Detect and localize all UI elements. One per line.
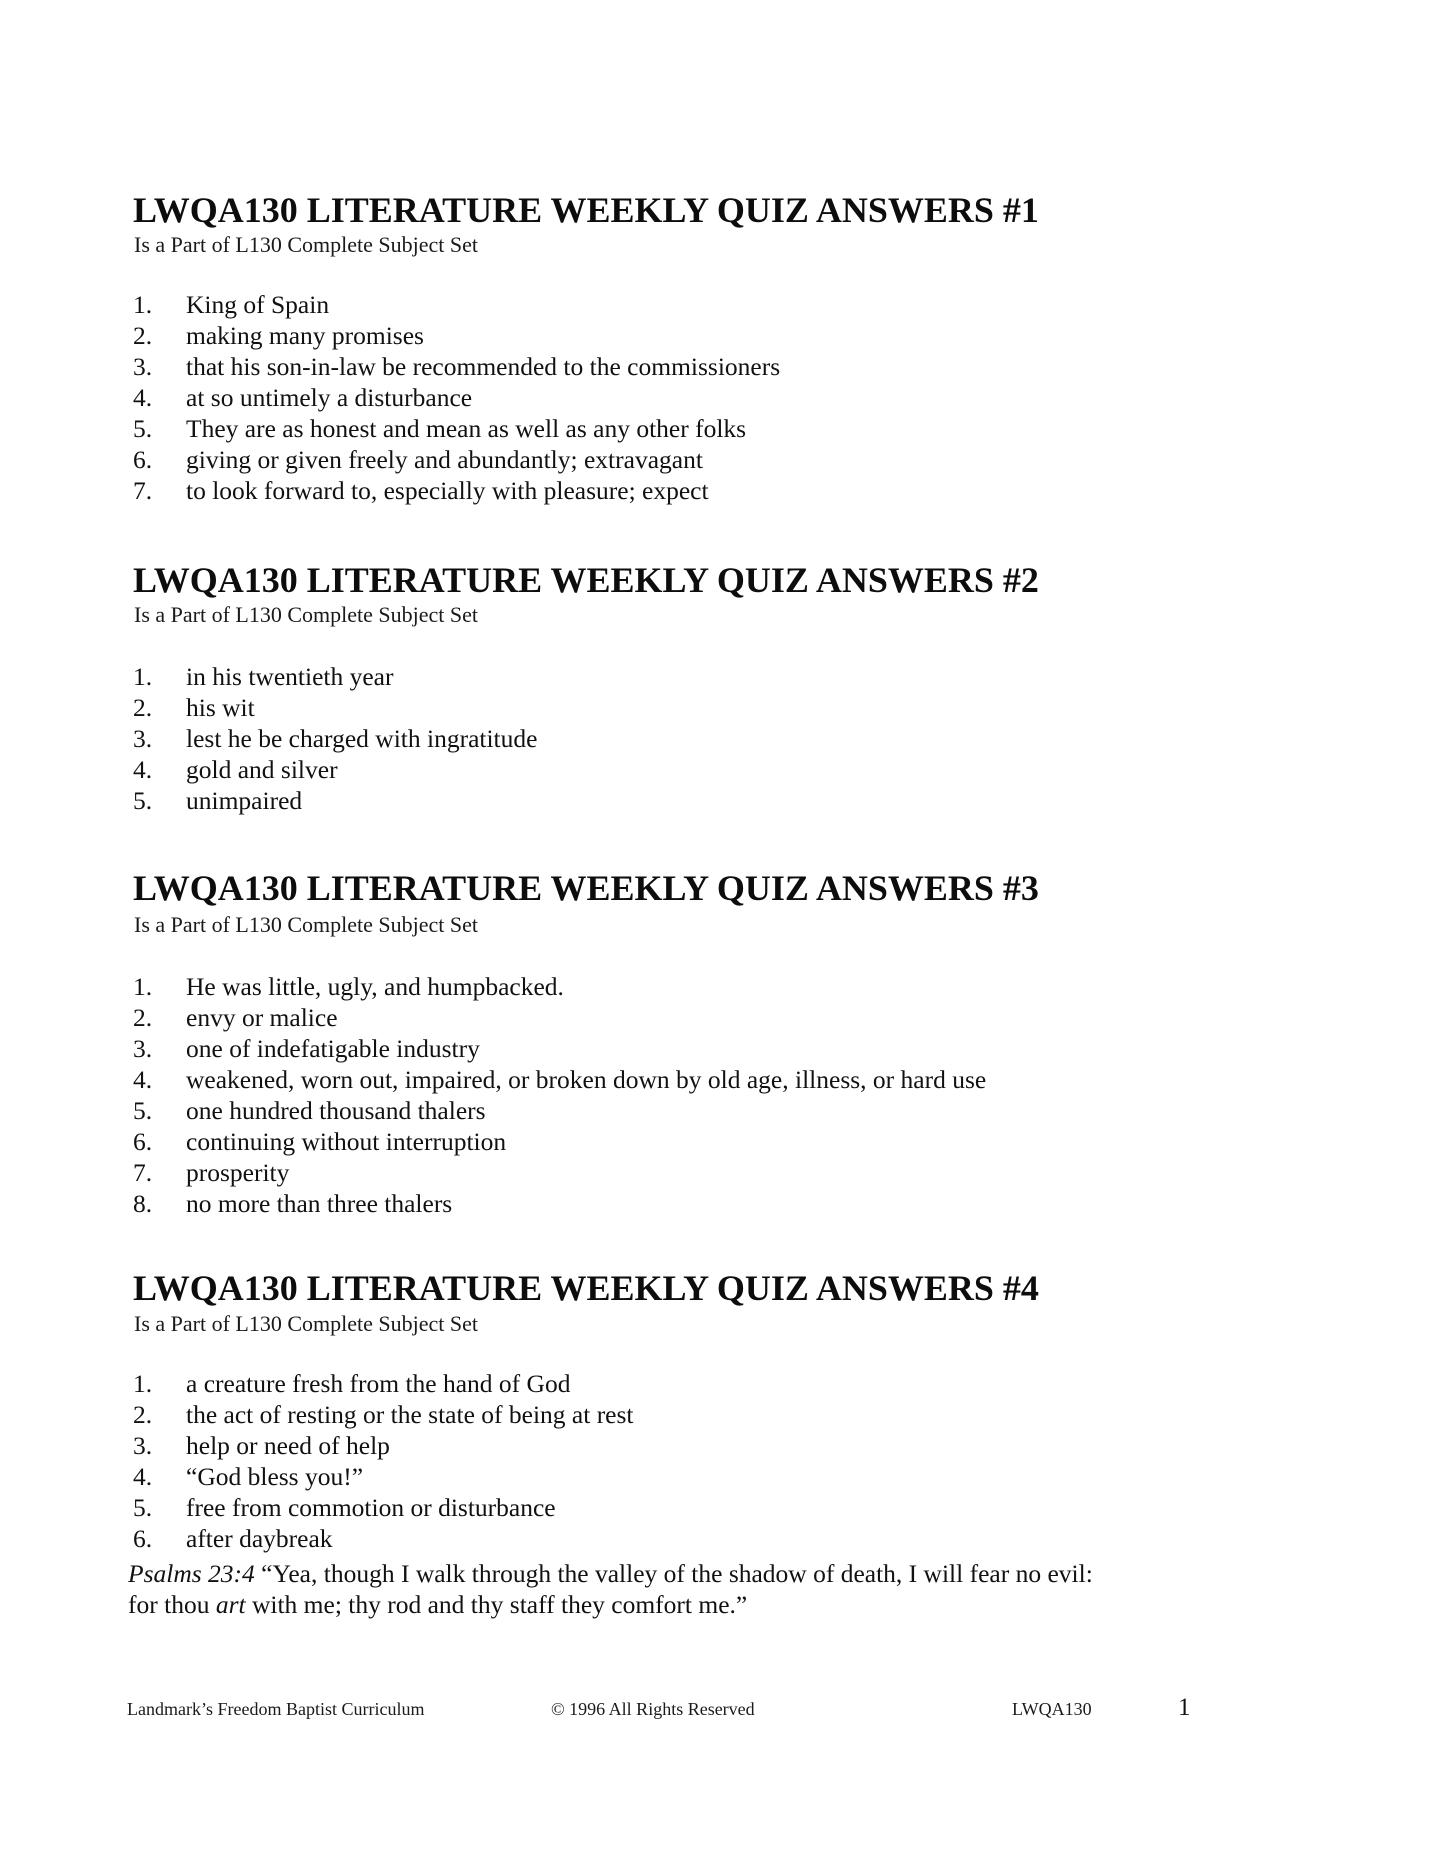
answer-text: giving or given freely and abundantly; extravagant [186,445,703,474]
answer-number: 4. [133,383,153,412]
scripture-text: for thou [128,1590,216,1619]
answer-number: 6. [133,445,153,474]
answer-text: weakened, worn out, impaired, or broken down by old age, illness, or hard use [186,1065,987,1094]
answer-number: 6. [133,1127,153,1156]
answer-text: no more than three thalers [186,1189,453,1218]
section-3-title: LWQA130 LITERATURE WEEKLY QUIZ ANSWERS #3 [133,868,1039,908]
answer-number: 7. [133,1158,153,1187]
answer-text: in his twentieth year [186,662,394,691]
footer-publisher: Landmark’s Freedom Baptist Curriculum [127,1699,425,1719]
scripture-reference: Psalms 23:4 [128,1559,255,1588]
answer-number: 2. [133,1400,153,1429]
answer-text: at so untimely a disturbance [186,383,473,412]
answer-text: “God bless you!” [186,1462,364,1491]
answer-number: 3. [133,1431,153,1460]
section-4-title: LWQA130 LITERATURE WEEKLY QUIZ ANSWERS #4 [133,1268,1039,1308]
answer-number: 6. [133,1524,153,1553]
section-2-title: LWQA130 LITERATURE WEEKLY QUIZ ANSWERS #2 [133,560,1039,600]
answer-text: after daybreak [186,1524,333,1553]
answer-number: 5. [133,414,153,443]
answer-number: 4. [133,1462,153,1491]
answer-text: one hundred thousand thalers [186,1096,486,1125]
answer-number: 5. [133,1096,153,1125]
answer-number: 2. [133,321,153,350]
answer-text: his wit [186,693,255,722]
answer-text: envy or malice [186,1003,338,1032]
answer-text: They are as honest and mean as well as any other folks [186,414,747,443]
answer-number: 1. [133,972,153,1001]
answer-number: 7. [133,476,153,505]
answer-number: 1. [133,662,153,691]
answer-text: He was little, ugly, and humpbacked. [186,972,564,1001]
answer-text: a creature fresh from the hand of God [186,1369,571,1398]
scripture-verse-line-2 [128,1589,747,1620]
answer-number: 3. [133,724,153,753]
answer-number: 3. [133,352,153,381]
answer-number: 1. [133,1369,153,1398]
footer-document-code: LWQA130 [1012,1699,1092,1719]
footer-copyright: © 1996 All Rights Reserved [551,1699,755,1719]
scripture-text: with me; thy rod and thy staff they comfort me.” [245,1590,748,1619]
section-3-subtitle: Is a Part of L130 Complete Subject Set [134,912,478,937]
answer-text: making many promises [186,321,424,350]
section-1-subtitle: Is a Part of L130 Complete Subject Set [134,232,478,257]
answer-text: unimpaired [186,786,303,815]
answer-number: 4. [133,1065,153,1094]
section-4-subtitle: Is a Part of L130 Complete Subject Set [134,1311,478,1336]
section-2-subtitle: Is a Part of L130 Complete Subject Set [134,602,478,627]
answer-number: 2. [133,1003,153,1032]
scripture-text: “Yea, though I walk through the valley of the shadow of death, I will fear no evil: [254,1559,1093,1588]
answer-text: help or need of help [186,1431,390,1460]
page-number: 1 [1178,1694,1191,1721]
answer-number: 5. [133,1493,153,1522]
answer-text: free from commotion or disturbance [186,1493,556,1522]
section-1-title: LWQA130 LITERATURE WEEKLY QUIZ ANSWERS #1 [133,190,1039,230]
answer-number: 3. [133,1034,153,1063]
answer-text: lest he be charged with ingratitude [186,724,538,753]
answer-text: the act of resting or the state of being at rest [186,1400,634,1429]
answer-text: King of Spain [186,290,330,319]
answer-number: 4. [133,755,153,784]
answer-number: 5. [133,786,153,815]
answer-number: 2. [133,693,153,722]
answer-text: that his son-in-law be recommended to the commissioners [186,352,781,381]
answer-text: to look forward to, especially with pleasure; expect [186,476,709,505]
answer-text: prosperity [186,1158,290,1187]
scripture-verse-line-1 [128,1558,1093,1589]
answer-number: 8. [133,1189,153,1218]
answer-number: 1. [133,290,153,319]
answer-text: gold and silver [186,755,338,784]
answer-text: one of indefatigable industry [186,1034,480,1063]
answer-text: continuing without interruption [186,1127,507,1156]
scripture-italic-word: art [215,1590,246,1619]
